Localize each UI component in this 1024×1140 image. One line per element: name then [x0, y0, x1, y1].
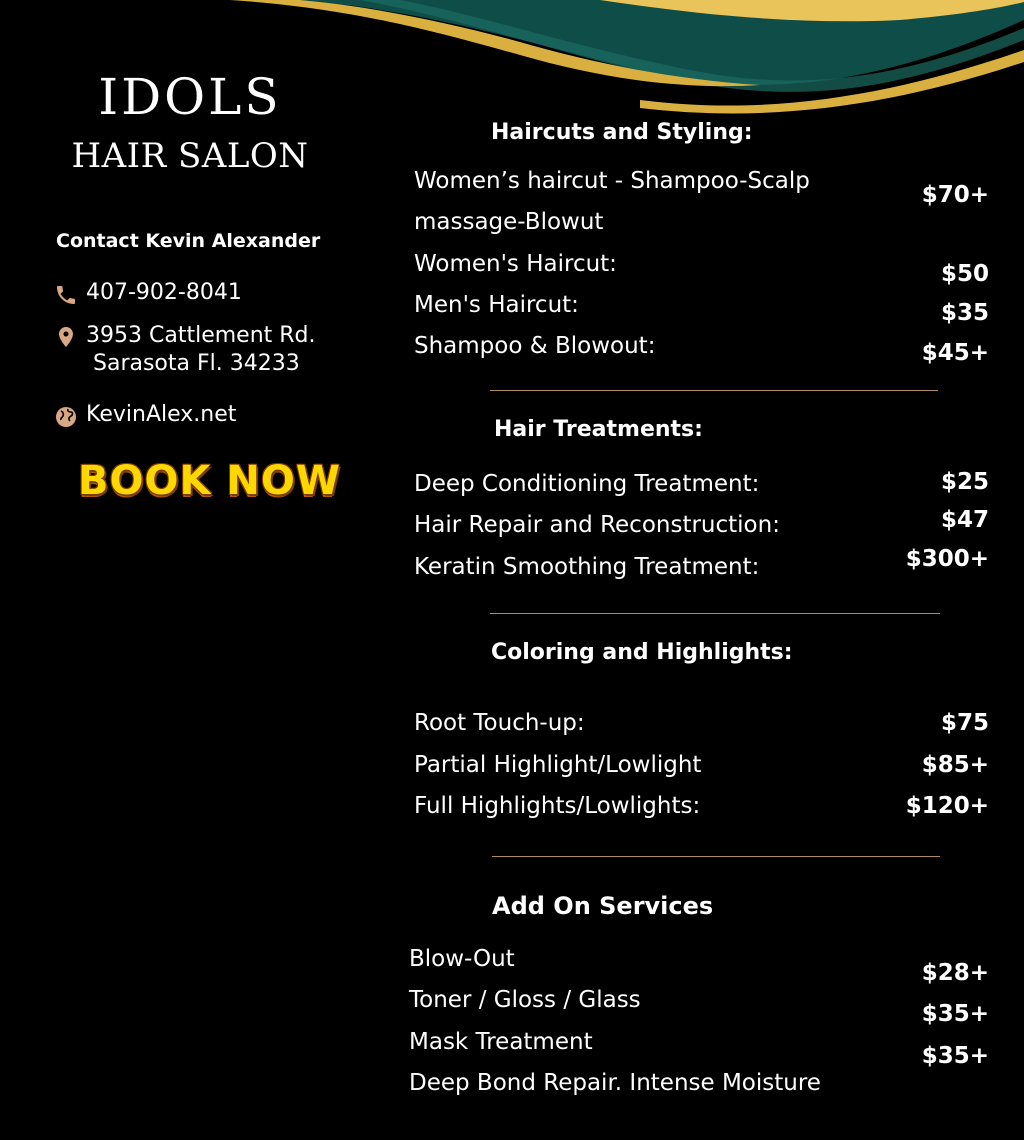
brand-title: IDOLS	[98, 68, 282, 126]
service-item: Blow-Out	[409, 946, 515, 972]
service-price: $35+	[921, 1001, 989, 1027]
service-price: $120+	[905, 793, 989, 819]
service-price: $35	[940, 300, 989, 326]
section-divider	[490, 390, 938, 391]
service-item: Toner / Gloss / Glass	[409, 987, 641, 1013]
service-item: Women’s haircut - Shampoo-Scalp	[414, 168, 810, 194]
book-now-button[interactable]: BOOK NOW	[78, 458, 342, 504]
service-price: $85+	[921, 752, 989, 778]
service-price: $75	[940, 710, 989, 736]
website-link[interactable]: KevinAlex.net	[86, 402, 237, 427]
section-title-haircuts: Haircuts and Styling:	[491, 120, 753, 145]
address-line-1: 3953 Cattlement Rd.	[86, 323, 316, 348]
service-item: Deep Bond Repair. Intense Moisture	[409, 1070, 821, 1096]
service-item: Shampoo & Blowout:	[414, 333, 656, 359]
service-item: Women's Haircut:	[414, 251, 617, 277]
service-item: Men's Haircut:	[414, 292, 579, 318]
service-price: $47	[940, 507, 989, 533]
location-pin-icon	[54, 325, 78, 349]
section-divider	[490, 613, 940, 614]
service-price: $25	[940, 469, 989, 495]
phone-icon	[54, 283, 78, 307]
phone-number[interactable]: 407-902-8041	[86, 280, 242, 305]
section-divider	[492, 856, 940, 857]
section-title-addons: Add On Services	[492, 892, 714, 920]
service-item: Root Touch-up:	[414, 710, 585, 736]
section-title-coloring: Coloring and Highlights:	[491, 640, 793, 665]
service-item: Keratin Smoothing Treatment:	[414, 554, 760, 580]
service-price: $28+	[921, 960, 989, 986]
service-price: $35+	[921, 1043, 989, 1069]
website-row[interactable]	[54, 402, 236, 429]
section-title-treatments: Hair Treatments:	[494, 417, 703, 442]
service-item: Partial Highlight/Lowlight	[414, 752, 702, 778]
service-item: Mask Treatment	[409, 1029, 593, 1055]
address-row	[54, 322, 316, 378]
service-price: $300+	[905, 546, 989, 572]
service-price: $50	[940, 261, 989, 287]
brand-subtitle: HAIR SALON	[71, 136, 309, 176]
service-price: $45+	[921, 340, 989, 366]
contact-heading: Contact Kevin Alexander	[56, 230, 321, 252]
globe-icon	[54, 405, 78, 429]
service-item: Hair Repair and Reconstruction:	[414, 512, 780, 538]
service-price: $70+	[921, 182, 989, 208]
service-item: Full Highlights/Lowlights:	[414, 793, 701, 819]
address-line-2: Sarasota Fl. 34233	[93, 351, 300, 376]
phone-row[interactable]	[54, 280, 242, 307]
service-item: Deep Conditioning Treatment:	[414, 471, 760, 497]
service-item-cont: massage-Blowut	[414, 209, 604, 235]
